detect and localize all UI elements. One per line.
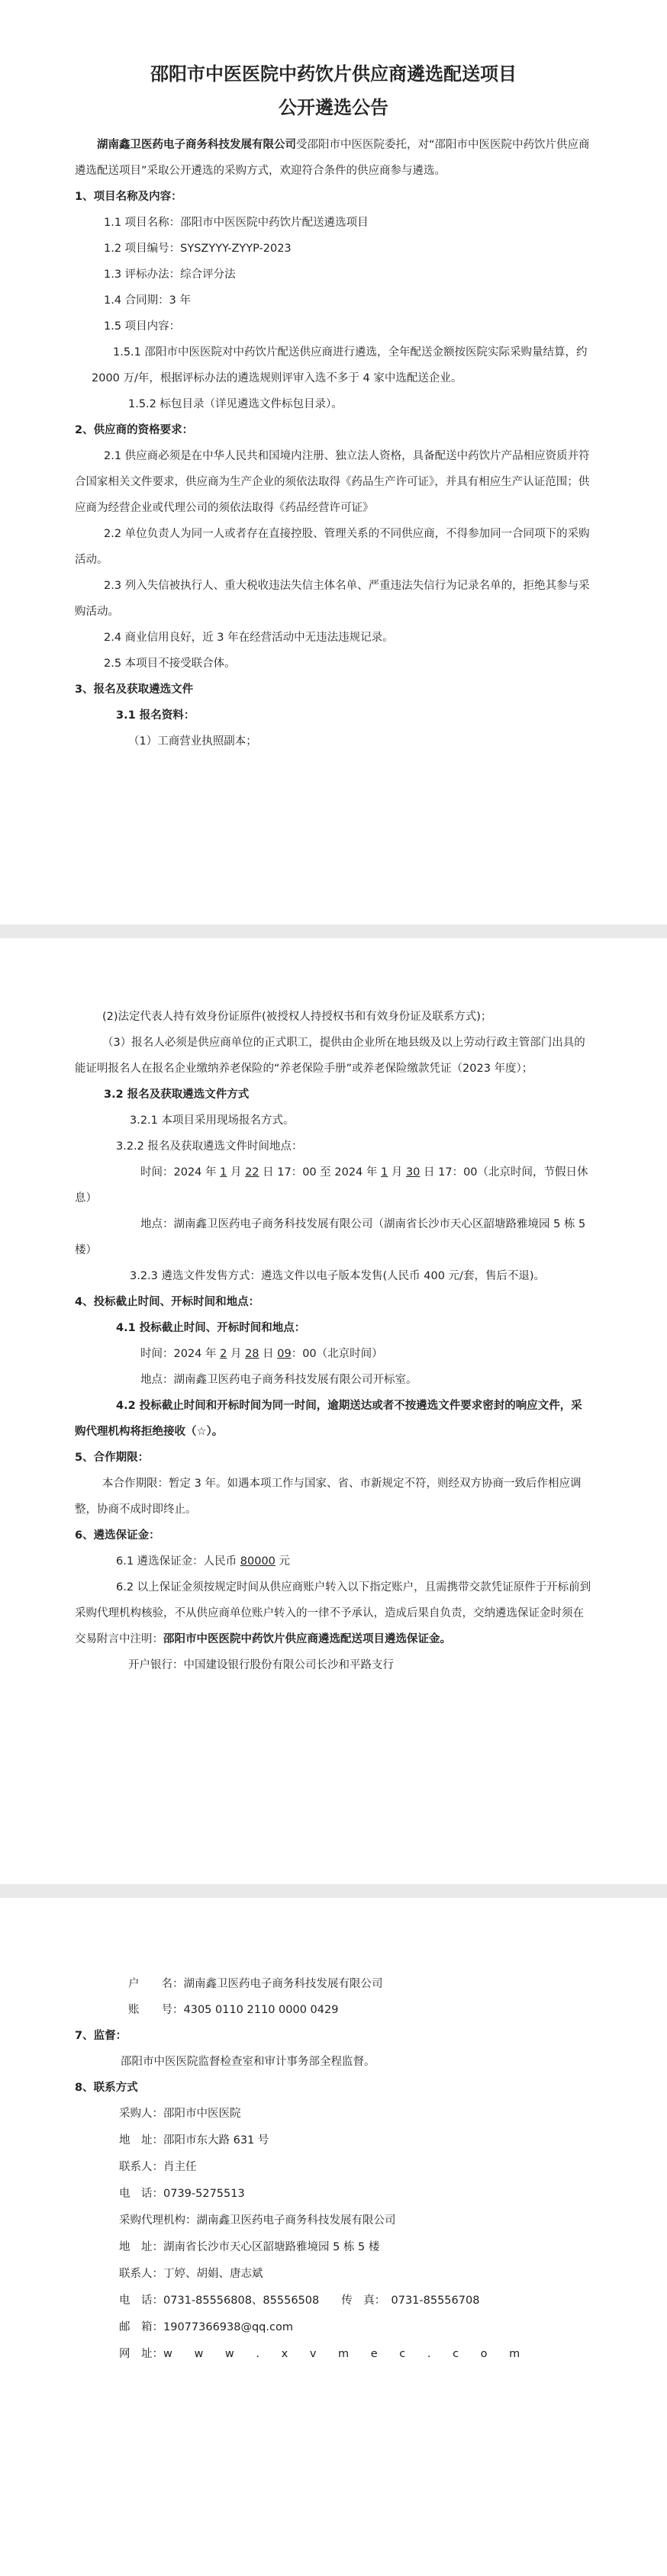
contact-buyer-address: 地 址：邵阳市东大路 631 号 <box>119 2134 269 2147</box>
bid-day: 28 <box>245 1348 259 1360</box>
s4-sub-2: 4.2 投标截止时间和开标时间为同一时间，逾期送达或者不按遴选文件要求密封的响应文件，采购代理机构将拒绝接收（☆）。 <box>75 1400 582 1438</box>
s2-item-4: 2.4 商业信用良好，近 3 年在经营活动中无违法违规记录。 <box>104 632 394 644</box>
s3-item-321: 3.2.1 本项目采用现场报名方式。 <box>130 1114 295 1127</box>
s3-item-2: (2)法定代表人持有效身份证原件(被授权人持授权书和有效身份证及联系方式)； <box>102 1011 492 1023</box>
s1-item-5-2: 1.5.2 标包目录（详见遴选文件标包目录）。 <box>128 398 343 410</box>
contact-agent-phone-fax: 电 话：0731-85556808、85556508 传 真： 0731-85556708 <box>119 2295 480 2307</box>
document-page-3 <box>0 1898 667 2576</box>
s2-item-3: 2.3 列入失信被执行人、重大税收违法失信主体名单、严重违法失信行为记录名单的，拒绝其参与采购活动。 <box>75 580 590 618</box>
s3-item-323: 3.2.3 遴选文件发售方式：遴选文件以电子版本发售(人民币 400 元/套，售后不退)。 <box>130 1270 546 1282</box>
s6-account-number: 账 号：4305 0110 2110 0000 0429 <box>128 2004 339 2016</box>
bid-hour: 09 <box>277 1348 292 1360</box>
contact-email: 邮 箱：19077366938@qq.com <box>119 2321 293 2333</box>
contact-website: 网 址：w w w . x v m e c . c o m <box>119 2348 530 2360</box>
s1-item-3: 1.3 评标办法：综合评分法 <box>104 269 236 281</box>
contact-agent-person: 联系人：丁婷、胡娟、唐志斌 <box>119 2268 263 2280</box>
document-subtitle: 公开遴选公告 <box>279 97 388 118</box>
s1-item-4: 1.4 合同期：3 年 <box>104 294 192 307</box>
section-2-heading: 2、供应商的资格要求： <box>75 424 194 436</box>
deposit-amount: 80000 <box>240 1555 276 1568</box>
section-7-heading: 7、监督： <box>75 2030 127 2042</box>
s2-item-5: 2.5 本项目不接受联合体。 <box>104 658 236 670</box>
document-page-2 <box>0 938 667 1884</box>
intro-paragraph <box>75 132 592 184</box>
s3-sub-1: 3.1 报名资料： <box>116 709 195 722</box>
contact-buyer-person: 联系人：肖主任 <box>119 2161 197 2173</box>
section-4-heading: 4、投标截止时间、开标时间和地点： <box>75 1296 260 1308</box>
s1-item-5-1: 1.5.1 邵阳市中医医院对中药饮片配送供应商进行遴选，全年配送金额按医院实际采购量结算，约 2000 万/年，根据评标办法的遴选规则评审入选不多于 4 家中选配送企业。 <box>92 346 588 384</box>
s6-item-2: 6.2 以上保证金须按规定时间从供应商账户转入以下指定账户，且需携带交款凭证原件于开标前到采购代理机构核验，不从供应商单位账户转入的一律不予承认，造成后果自负责，交纳遴选保证金时须在交易附言中注明：邵阳市中医医院中药饮片供应商遴选配送项目遴选保证金。 <box>75 1581 591 1645</box>
s3-item-1: （1）工商营业执照副本； <box>128 735 257 748</box>
s3-signup-time: 时间：2024 年 1 月 22 日 17：00 至 2024 年 1 月 30 日 17：00（北京时间，节假日休息） <box>75 1166 588 1204</box>
document-title: 邵阳市中医医院中药饮片供应商遴选配送项目 <box>150 63 517 85</box>
signup-end-month: 1 <box>381 1166 388 1179</box>
deposit-remark: 邵阳市中医医院中药饮片供应商遴选配送项目遴选保证金。 <box>163 1633 451 1645</box>
contact-agent-address: 地 址：湖南省长沙市天心区韶塘路雅境园 5 栋 5 楼 <box>119 2241 380 2253</box>
s4-sub-1: 4.1 投标截止时间、开标时间和地点： <box>116 1322 306 1334</box>
s4-bid-place: 地点：湖南鑫卫医药电子商务科技发展有限公司开标室。 <box>140 1374 417 1386</box>
s3-sub-2: 3.2 报名及获取遴选文件方式 <box>104 1089 250 1101</box>
signup-end-day: 30 <box>405 1166 420 1179</box>
agency-name: 湖南鑫卫医药电子商务科技发展有限公司 <box>97 139 296 151</box>
s3-item-3: （3）报名人必须是供应商单位的正式职工，提供由企业所在地县级及以上劳动行政主管部门出具的能证明报名人在报名企业缴纳养老保险的“养老保险手册”或养老保险缴款凭证（2023 年度）； <box>75 1037 585 1075</box>
s1-item-5: 1.5 项目内容： <box>104 320 181 333</box>
contact-buyer-phone: 电 话：0739-5275513 <box>119 2188 245 2200</box>
contact-agent: 采购代理机构：湖南鑫卫医药电子商务科技发展有限公司 <box>119 2214 396 2227</box>
s6-bank: 开户银行：中国建设银行股份有限公司长沙和平路支行 <box>128 1659 394 1671</box>
s2-item-2: 2.2 单位负责人为同一人或者存在直接控股、管理关系的不同供应商，不得参加同一合同项下的采购活动。 <box>75 528 590 566</box>
intro-text: 受邵阳市中医医院委托，对“邵阳市中医医院中药饮片供应商遴选配送项目”采取公开遴选的采购方式，欢迎符合条件的供应商参与遴选。 <box>75 139 590 177</box>
section-1-heading: 1、项目名称及内容： <box>75 191 182 203</box>
s3-item-322: 3.2.2 报名及获取遴选文件时间地点： <box>116 1140 303 1153</box>
s4-bid-time: 时间：2024 年 2 月 28 日 09：00（北京时间） <box>140 1348 383 1360</box>
s7-text: 邵阳市中医医院监督检查室和审计事务部全程监督。 <box>121 2056 375 2068</box>
s6-account-name: 户 名：湖南鑫卫医药电子商务科技发展有限公司 <box>128 1978 383 1990</box>
s5-text: 本合作期限：暂定 3 年。如遇本项工作与国家、省、市新规定不符，则经双方协商一致后作相应调整，协商不成时即终止。 <box>75 1478 582 1516</box>
section-6-heading: 6、遴选保证金： <box>75 1529 160 1542</box>
bid-month: 2 <box>220 1348 227 1360</box>
document-page-1 <box>0 0 667 925</box>
website-link[interactable]: w w w . x v m e c . c o m <box>163 2348 530 2360</box>
section-8-heading: 8、联系方式 <box>75 2082 138 2094</box>
section-3-heading: 3、报名及获取遴选文件 <box>75 683 194 696</box>
signup-start-day: 22 <box>245 1166 259 1179</box>
signup-start-month: 1 <box>220 1166 227 1179</box>
contact-buyer: 采购人：邵阳市中医医院 <box>119 2108 241 2120</box>
section-5-heading: 5、合作期限： <box>75 1452 150 1464</box>
s2-item-1: 2.1 供应商必须是在中华人民共和国境内注册、独立法人资格，具备配送中药饮片产品相应资质并符合国家相关文件要求，供应商为生产企业的须依法取得《药品生产许可证》，并具有相应生产认证范围；供应商为经营企业或代理公司的须依法取得《药品经营许可证》 <box>75 450 590 514</box>
s3-signup-place: 地点：湖南鑫卫医药电子商务科技发展有限公司（湖南省长沙市天心区韶塘路雅境园 5 栋 5 楼） <box>75 1218 586 1256</box>
s6-item-1: 6.1 遴选保证金：人民币 80000 元 <box>116 1555 291 1568</box>
s1-item-2: 1.2 项目编号：SYSZYYY-ZYYP-2023 <box>104 243 292 255</box>
s1-item-1: 1.1 项目名称：邵阳市中医医院中药饮片配送遴选项目 <box>104 217 369 229</box>
